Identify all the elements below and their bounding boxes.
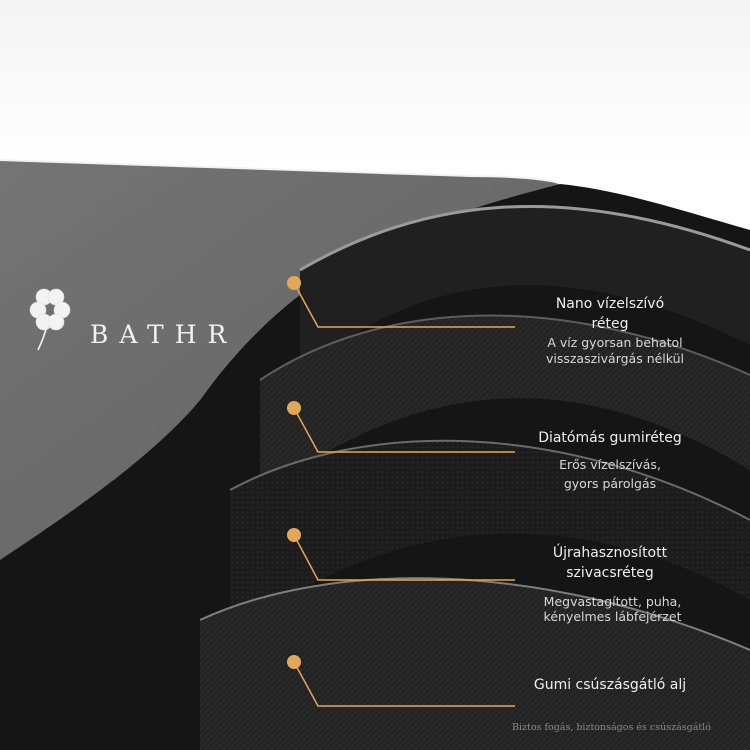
layer-4-title: Gumi csúszásgátló alj	[533, 677, 687, 693]
layer-1-title-line-1: Nano vízelszívó	[555, 296, 665, 312]
header-background	[0, 0, 750, 170]
layer-1-title-line-2: réteg	[591, 316, 629, 332]
layer-3-desc-line-2: kényelmes lábfejérzet	[543, 609, 682, 624]
layer-2-desc-line-1: Erős vízelszívás,	[559, 457, 661, 472]
layer-2-title: Diatómás gumiréteg	[538, 430, 682, 446]
footer-note: Biztos fogás, biztonságos és csúszásgátló	[512, 722, 711, 733]
layer-1-desc-line-1: A víz gyorsan behatol	[547, 335, 683, 350]
layer-3-title-line-2: szivacsréteg	[566, 565, 654, 581]
layer-2-desc-line-2: gyors párolgás	[563, 476, 657, 491]
brand-wordmark: BATHR	[90, 320, 238, 349]
layer-1-desc-line-2: visszaszivárgás nélkül	[545, 351, 685, 366]
layer-3-title-line-1: Újrahasznosított	[552, 545, 668, 561]
layer-3-desc-line-1: Megvastagított, puha,	[543, 594, 682, 609]
